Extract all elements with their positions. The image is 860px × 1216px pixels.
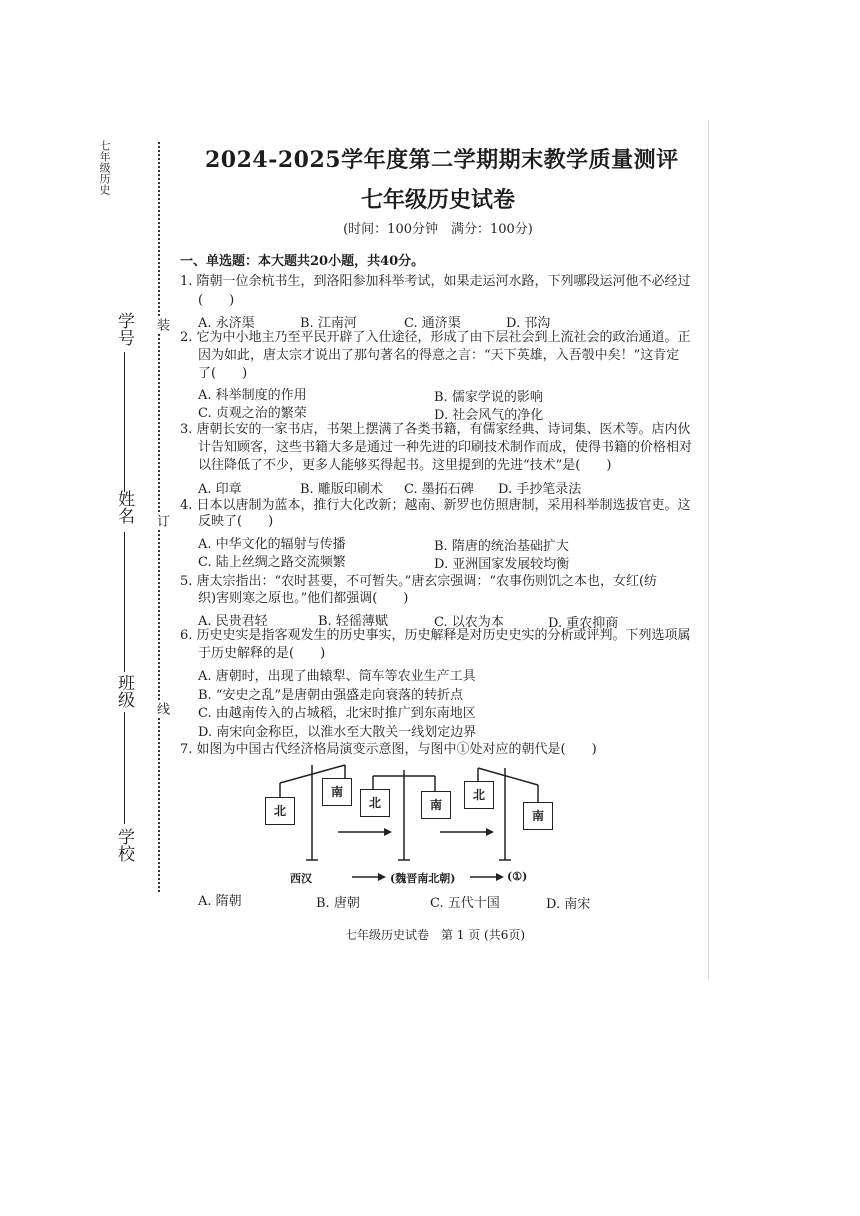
question-3-line-3: 以往降低了不少，更多人能够买得起书。这里提到的先进“技术”是( ) [198,458,612,473]
question-4-option-c[interactable]: C. 陆上丝绸之路交流频繁 [198,555,346,570]
exam-title: 2024-2025学年度第二学期期末教学质量测评 [205,147,679,173]
question-7-option-b[interactable]: B. 唐朝 [316,896,360,911]
question-3-option-d[interactable]: D. 手抄笔录法 [498,482,582,497]
question-3-line-2: 计告知顾客，这些书籍大多是通过一种先进的印刷技术制作而成，使得书籍的价格相对 [198,440,693,455]
question-1-option-d[interactable]: D. 邗沟 [506,316,551,331]
class-label: 班级 [114,674,134,708]
question-5-line-1: 5. 唐太宗指出：“农时甚要，不可暂失。”唐玄宗强调：“农事伤则饥之本也，女红(纺 [180,574,658,589]
question-7-line-1: 7. 如图为中国古代经济格局演变示意图，与图中①处对应的朝代是( ) [180,742,597,757]
section-heading: 一、单选题：本大题共20小题，共40分。 [180,254,425,269]
question-3-option-c[interactable]: C. 墨拓石碑 [404,482,474,497]
question-3-line-1: 3. 唐朝长安的一家书店，书架上摆满了各类书籍，有儒家经典、诗词集、医术等。店内伙 [180,422,691,437]
question-7-option-d[interactable]: D. 南宋 [546,897,591,912]
balance-2-north-box: 北 [360,789,390,817]
binding-mark-xian: 线 [154,702,169,715]
exam-subtitle: 七年级历史试卷 [360,187,515,213]
question-5-option-d[interactable]: D. 重农抑商 [548,616,619,631]
question-4-option-b[interactable]: B. 隋唐的统治基础扩大 [434,539,569,554]
question-1-line-2: ( ) [198,293,235,308]
question-1-option-b[interactable]: B. 江南河 [300,316,357,331]
arrow-1-head [384,828,392,836]
question-6-option-b[interactable]: B. “安史之乱”是唐朝由强盛走向衰落的转折点 [198,688,464,703]
question-3-option-a[interactable]: A. 印章 [198,482,242,497]
question-4-line-1: 4. 日本以唐制为蓝本，推行大化改新；越南、新罗也仿照唐制，采用科举制选拔官吏。这 [180,498,691,513]
question-2-option-a[interactable]: A. 科举制度的作用 [198,388,307,403]
balance-2-south-box: 南 [421,791,451,819]
stage-label-western-han: 西汉 [290,872,312,885]
side-header: 七年级历史 [98,140,111,195]
timeline-arrow-2-head [496,873,504,881]
balance-1-north-box: 北 [265,797,295,825]
question-7-option-c[interactable]: C. 五代十国 [430,896,500,911]
question-5-line-2: 织)害则寒之原也。”他们都强调( ) [198,591,409,606]
question-2-line-1: 2. 它为中小地主乃至平民开辟了入仕途径，形成了由下层社会到上流社会的政治通道。正 [180,330,691,345]
question-5-option-a[interactable]: A. 民贵君轻 [198,614,268,629]
question-4-option-d[interactable]: D. 亚洲国家发展较均衡 [434,557,570,572]
question-1-option-a[interactable]: A. 永济渠 [198,316,255,331]
question-4-option-a[interactable]: A. 中华文化的辐射与传播 [198,537,346,552]
question-4-line-2: 反映了( ) [198,514,274,529]
question-2-option-d[interactable]: D. 社会风气的净化 [434,408,544,423]
question-6-line-2: 于历史解释的是( ) [198,646,326,661]
question-6-option-c[interactable]: C. 由越南传入的占城稻，北宋时推广到东南地区 [198,706,476,721]
balance-3-south-box: 南 [523,802,553,830]
question-1-line-1: 1. 隋朝一位余杭书生，到洛阳参加科举考试，如果走运河水路，下列哪段运河他不必经过 [180,274,691,289]
question-2-option-b[interactable]: B. 儒家学说的影响 [434,390,543,405]
page-footer: 七年级历史试卷 第 1 页 (共6页) [344,928,526,942]
binding-mark-zhuang: 装 [154,318,169,331]
question-2-line-2: 因为如此，唐太宗才说出了那句著名的得意之言：“天下英雄，入吾彀中矣！”这肯定 [198,348,680,363]
school-label: 学校 [114,828,134,862]
binding-mark-ding: 订 [154,514,169,527]
stage-label-wei-jin: (魏晋南北朝) [390,872,456,885]
question-6-option-d[interactable]: D. 南宋向金称臣，以淮水至大散关一线划定边界 [198,725,477,740]
question-6-line-1: 6. 历史史实是指客观发生的历史事实，历史解释是对历史史实的分析或评判。下列选项属 [180,628,691,643]
student-id-label: 学号 [114,312,134,346]
timeline-arrow-1-head [378,873,386,881]
question-1-option-c[interactable]: C. 通济渠 [404,316,461,331]
question-3-option-b[interactable]: B. 雕版印刷术 [300,482,383,497]
arrow-2-head [486,828,494,836]
question-6-option-a[interactable]: A. 唐朝时，出现了曲辕犁、筒车等农业生产工具 [198,669,476,684]
question-2-line-3: 了( ) [198,366,248,381]
balance-1-south-box: 南 [322,778,352,806]
name-label: 姓名 [114,490,134,524]
question-2-option-c[interactable]: C. 贞观之治的繁荣 [198,406,307,421]
question-7-option-a[interactable]: A. 隋朝 [198,894,242,909]
balance-3-north-box: 北 [464,781,494,809]
exam-meta: (时间：100分钟 满分：100分) [343,222,533,237]
question-5-option-b[interactable]: B. 轻徭薄赋 [318,614,388,629]
question-5-option-c[interactable]: C. 以农为本 [434,615,504,630]
stage-label-circled-one: (①) [507,870,528,883]
